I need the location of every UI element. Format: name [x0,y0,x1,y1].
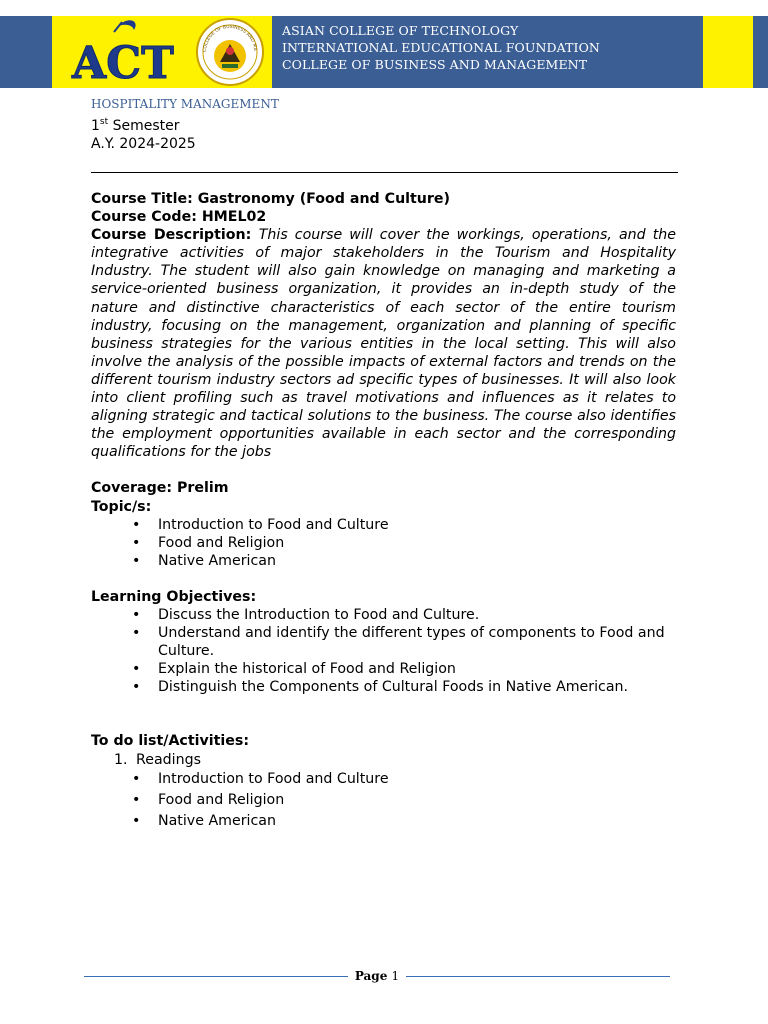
readings-list [91,769,676,832]
course-title: Course Title: Gastronomy (Food and Culture) [91,191,451,207]
header-divider [91,172,678,173]
institution-name: ASIAN COLLEGE OF TECHNOLOGY [282,23,519,38]
seal-text: COLLEGE OF BUSINESS AND MA [202,24,258,53]
objectives-list [91,606,676,696]
list-item: • Native American [91,811,676,832]
academic-year: A.Y. 2024-2025 [91,136,196,152]
page-number: Page 1 [354,969,400,983]
topics-list [91,516,676,570]
act-logo [70,16,190,88]
todo-label: To do list/Activities: [91,733,249,750]
list-item: • Introduction to Food and Culture [91,516,676,534]
foundation-name: INTERNATIONAL EDUCATIONAL FOUNDATION [282,40,600,55]
list-item: • Food and Religion [91,790,676,811]
college-name: COLLEGE OF BUSINESS AND MANAGEMENT [282,57,588,72]
department-label: HOSPITALITY MANAGEMENT [91,97,279,111]
todo-item: 1. Readings [114,751,201,768]
list-item: • Discuss the Introduction to Food and Culture. [91,606,676,624]
list-item: • Introduction to Food and Culture [91,769,676,790]
list-item: • Native American [91,552,676,570]
semester-label: 1st Semester [91,117,180,134]
todo-list [91,751,676,769]
course-code: Course Code: HMEL02 [91,209,267,226]
list-item: • Distinguish the Components of Cultural Foods in Native American. [91,678,676,696]
coverage-label: Coverage: Prelim [91,480,229,497]
list-item: • Understand and identify the different types of components to Food and Culture. [91,624,676,660]
course-description: Course Description: This course will cover the workings, operations, and the integrative activities of major stakeholders in the Tourism and Hospitality Industry. The student will also gain knowledge on managing and marketing a service-oriented business organization, it provides an in-depth study of the nature and distinctive characteristics of each sector of the entire tourism industry, focusing on the management, organization and planning of specific business strategies for the various entities in the local setting. This will also involve the analysis of the possible impacts of external factors and trends on the different tourism industry sectors ad specific types of businesses. It will also look into client profiling such as travel motivations and influences as it relates to aligning strategic and tactical solutions to the business. The course also identifies the employment opportunities available in each sector and the corresponding qualifications for the jobs [91,227,676,461]
objectives-label: Learning Objectives: [91,588,257,605]
list-item: • Explain the historical of Food and Religion [91,660,676,678]
act-logo-text: ACT [72,38,174,88]
footer-rule-right [406,976,670,977]
header-institution-lines [282,22,600,73]
footer-rule-left [84,976,348,977]
list-item: • Food and Religion [91,534,676,552]
header-accent-block [703,16,753,88]
topics-label: Topic/s: [91,498,152,515]
course-content [91,190,676,832]
college-seal [196,18,264,86]
